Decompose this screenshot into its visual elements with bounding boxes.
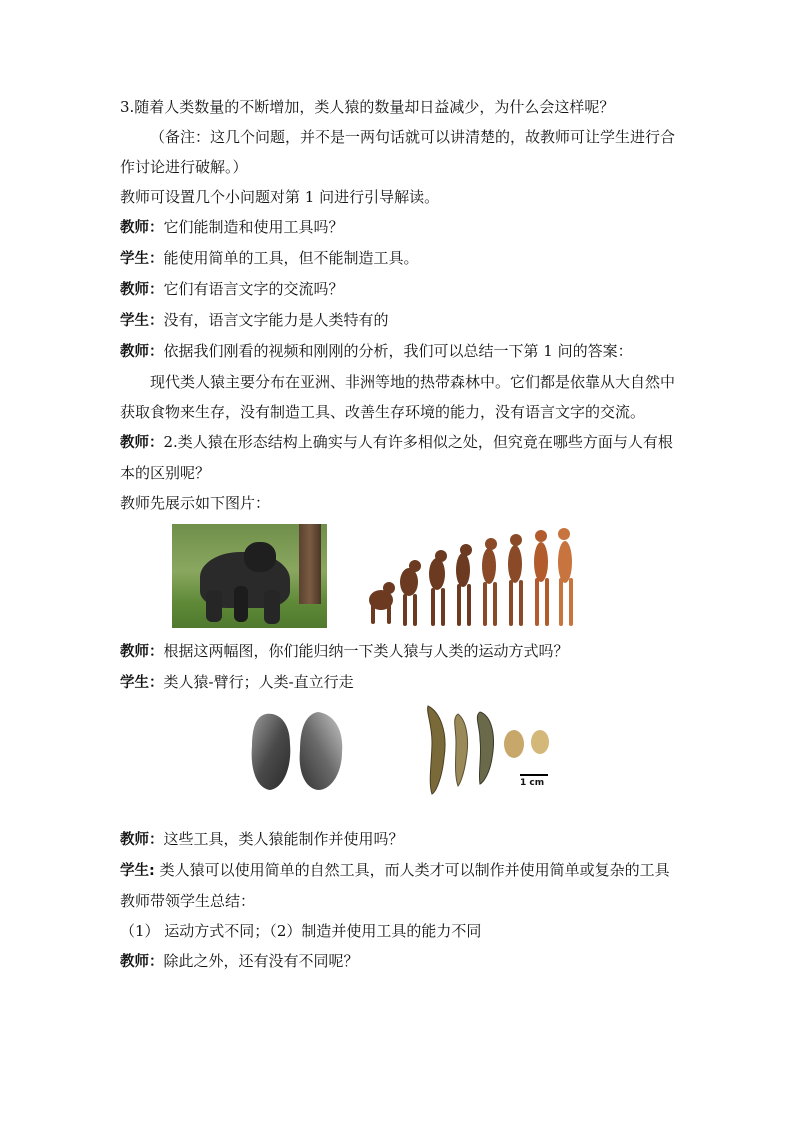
dialogue-text: 没有，语言文字能力是人类特有的	[163, 311, 389, 329]
dialogue-text: 2.类人猿在形态结构上确实与人有许多相似之处，但究竟在哪些方面与人有根本的区别呢？	[120, 433, 673, 482]
dialogue-text: 它们能制造和使用工具吗？	[163, 218, 344, 236]
question-3: 3.随着人类数量的不断增加，类人猿的数量却日益减少，为什么会这样呢？	[120, 98, 615, 116]
scale-bar	[520, 774, 548, 776]
dialogue-line	[120, 243, 680, 274]
scale-label: 1 cm	[520, 778, 545, 788]
dialogue-text: 类人猿可以使用简单的自然工具，而人类才可以制作并使用简单或复杂的工具	[154, 861, 670, 879]
speaker-label: 教师：	[120, 220, 164, 236]
speaker-label: 教师：	[120, 282, 164, 298]
dialogue-text: 除此之外，还有没有不同呢？	[163, 952, 359, 970]
dialogue-line	[120, 274, 680, 305]
document-page	[120, 92, 680, 977]
dialogue-line	[120, 212, 680, 243]
speaker-label: 教师：	[120, 435, 164, 451]
human-evolution-illustration	[365, 524, 580, 630]
dialogue-line	[120, 305, 680, 336]
dialogue-text: 依据我们刚看的视频和刚刚的分析，我们可以总结一下第 1 问的答案：	[163, 342, 633, 360]
dialogue-line	[120, 636, 680, 667]
dialogue-line	[120, 946, 680, 977]
lead-line: 教师带领学生总结：	[120, 892, 256, 910]
teacher-note: （备注：这几个问题，并不是一两句话就可以讲清楚的，故教师可让学生进行合作讨论进行破解。）	[120, 128, 676, 176]
dialogue-text: 类人猿-臂行；人类-直立行走	[163, 673, 354, 691]
speaker-label: 学生：	[120, 675, 164, 691]
locomotion-images	[120, 524, 680, 634]
dialogue-text: 这些工具，类人猿能制作并使用吗？	[163, 830, 404, 848]
speaker-label: 教师：	[120, 644, 164, 660]
speaker-label: 学生:	[120, 863, 155, 879]
guide-line: 教师可设置几个小问题对第 1 问进行引导解读。	[120, 188, 440, 206]
dialogue-line	[120, 336, 680, 367]
summary-points: （1） 运动方式不同；（2）制造并使用工具的能力不同	[120, 922, 482, 940]
gorilla-photo	[172, 524, 327, 628]
speaker-label: 教师：	[120, 954, 164, 970]
stone-tools-photo	[248, 710, 358, 792]
show-images-line: 教师先展示如下图片：	[120, 494, 271, 512]
dialogue-text: 它们有语言文字的交流吗？	[163, 280, 344, 298]
dialogue-line	[120, 667, 680, 698]
dialogue-line	[120, 427, 680, 488]
dialogue-text: 能使用简单的工具，但不能制造工具。	[163, 249, 419, 267]
speaker-label: 教师：	[120, 832, 164, 848]
speaker-label: 学生：	[120, 313, 164, 329]
summary-paragraph: 现代类人猿主要分布在亚洲、非洲等地的热带森林中。它们都是依靠从大自然中获取食物来生存，没有制造工具、改善生存环境的能力，没有语言文字的交流。	[120, 373, 676, 421]
dialogue-text: 根据这两幅图，你们能归纳一下类人猿与人类的运动方式吗？	[163, 642, 569, 660]
tool-images	[120, 702, 680, 820]
speaker-label: 学生：	[120, 251, 164, 267]
speaker-label: 教师：	[120, 344, 164, 360]
dialogue-line	[120, 824, 680, 855]
dialogue-line	[120, 855, 680, 886]
